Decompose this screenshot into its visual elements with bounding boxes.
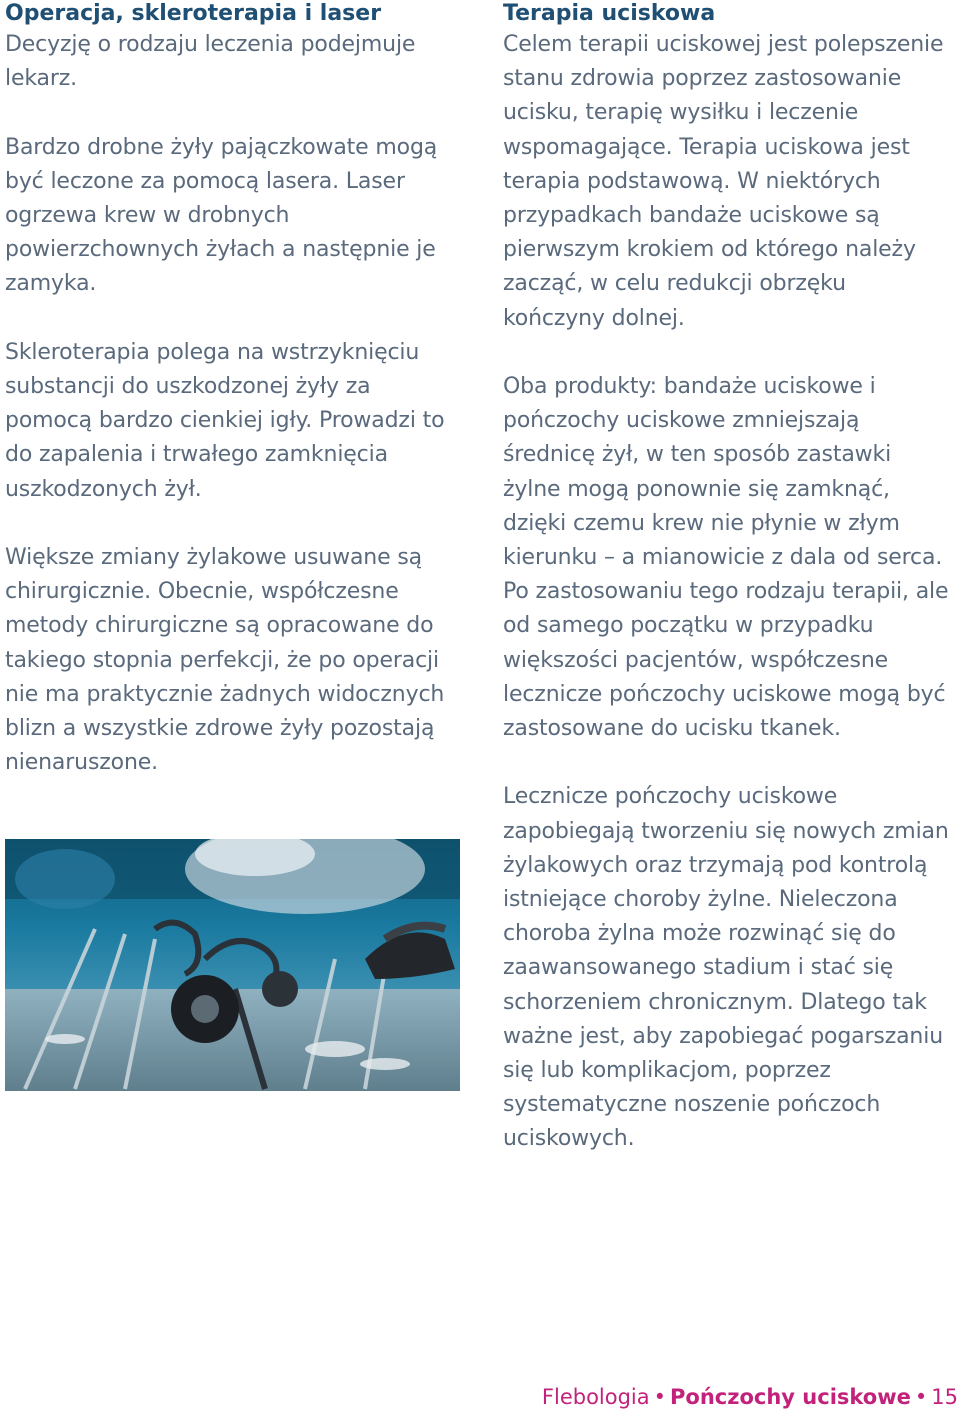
footer-bullet: • <box>914 1385 928 1409</box>
paragraph: Oba produkty: bandaże uciskowe i pończochy uciskowe zmniejszają średnicę żył, w ten sposób zastawki żylne mogą ponownie się zamknąć, dzięki czemu krew nie płynie w złym kierunku – a mianowicie z dala od serca. Po zastosowaniu tego rodzaju terapii, ale od samego początku w przypadku większości pacjentów, współczesne lecznicze pończochy uciskowe mogą być zastosowane do ucisku tkanek. <box>503 374 949 742</box>
footer-section: Flebologia <box>541 1385 650 1409</box>
footer-title: Pończochy uciskowe <box>670 1385 911 1409</box>
section-heading-compression: Terapia uciskowa <box>503 1 716 26</box>
paragraph: Bardzo drobne żyły pajączkowate mogą być leczone za pomocą lasera. Laser ogrzewa krew w drobnych powierzchownych żyłach a następnie je zamyka. <box>5 134 438 297</box>
page-number: 15 <box>931 1385 958 1409</box>
surgical-instruments-photo <box>5 839 460 1091</box>
section-heading-surgery: Operacja, skleroterapia i laser <box>5 1 382 26</box>
right-column <box>503 0 953 1191</box>
paragraph: Celem terapii uciskowej jest polepszenie stanu zdrowia poprzez zastosowanie ucisku, terapię wysiłku i leczenie wspomagające. Terapia uciskowa jest terapia podstawową. W niektórych przypadkach bandaże uciskowe są pierwszym krokiem od którego należy zacząć, w celu redukcji obrzęku kończyny dolnej. <box>503 32 944 331</box>
paragraph: Lecznicze pończochy uciskowe zapobiegają tworzeniu się nowych zmian żylakowych oraz trzymają pod kontrolą istniejące choroby żylne. Nieleczona choroba żylna może rozwinąć się do zaawansowanego stadium i stać się schorzeniem chronicznym. Dlatego tak ważne jest, aby zapobiegać pogarszaniu się lub komplikacjom, poprzez systematyczne noszenie pończoch uciskowych. <box>503 784 949 1152</box>
left-column <box>5 0 455 815</box>
page-footer <box>542 1383 958 1411</box>
footer-bullet: • <box>653 1385 667 1409</box>
paragraph: Skleroterapia polega na wstrzyknięciu substancji do uszkodzonej żyły za pomocą bardzo cienkiej igły. Prowadzi to do zapalenia i trwałego zamknięcia uszkodzonych żył. <box>5 339 445 502</box>
paragraph: Większe zmiany żylakowe usuwane są chirurgicznie. Obecnie, współczesne metody chirurgiczne są opracowane do takiego stopnia perfekcji, że po operacji nie ma praktycznie żadnych widocznych blizn a wszystkie zdrowe żyły pozostają nienaruszone. <box>5 545 445 776</box>
paragraph: Decyzję o rodzaju leczenia podejmuje lekarz. <box>5 32 416 92</box>
